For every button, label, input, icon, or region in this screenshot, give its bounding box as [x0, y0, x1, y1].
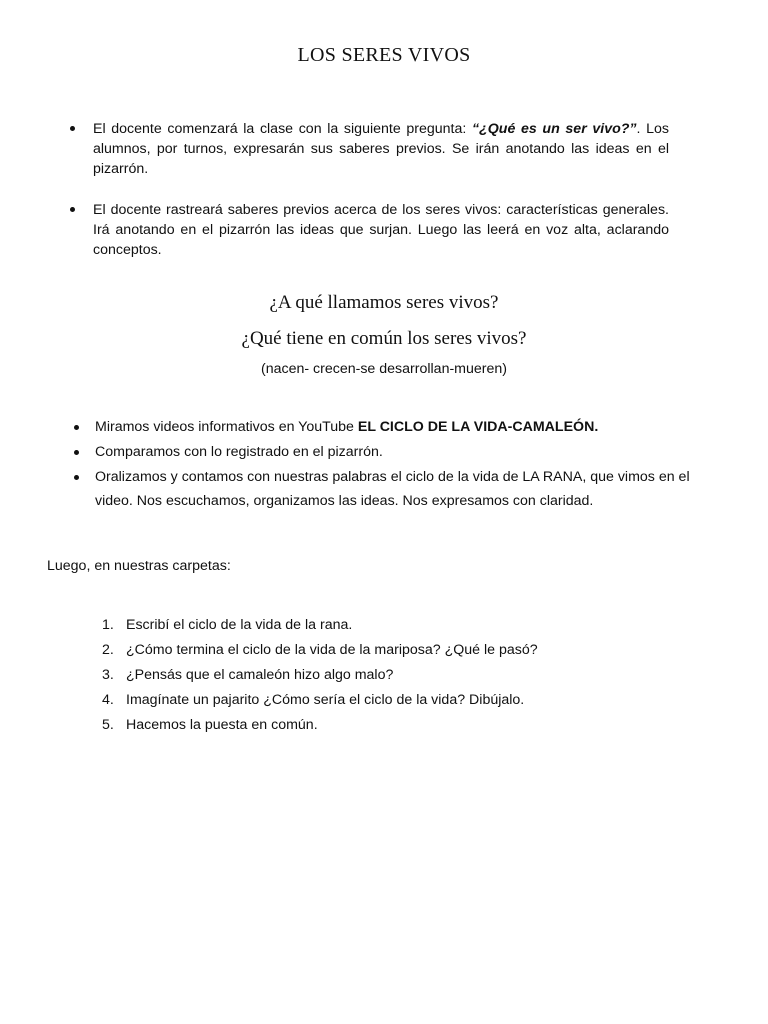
bullet-dot-icon: [70, 126, 75, 131]
question-heading-2: ¿Qué tiene en común los seres vivos?: [241, 328, 527, 349]
list-item-number: 1.: [102, 617, 114, 633]
list-item: [102, 613, 538, 638]
bullet-dot-icon: [70, 207, 75, 212]
section-intro-text: Luego, en nuestras carpetas:: [47, 558, 231, 574]
intro-bullet-1: [93, 119, 669, 179]
list-item: [102, 663, 538, 688]
intro-bullet-1-text-before: El docente comenzará la clase con la siguiente pregunta:: [93, 121, 472, 137]
life-stages-note: (nacen- crecen-se desarrollan-mueren): [260, 361, 508, 377]
intro-bullet-2: [93, 200, 669, 260]
list-item: [102, 638, 538, 663]
activity-bullet-3: [95, 465, 725, 513]
list-item-number: 3.: [102, 667, 114, 683]
list-item-text: Imagínate un pajarito ¿Cómo sería el ciclo de la vida? Dibújalo.: [126, 692, 525, 708]
bullet-dot-icon: [74, 475, 79, 480]
page-title: LOS SERES VIVOS: [297, 44, 471, 66]
activity-bullet-3-text: Oralizamos y contamos con nuestras palabras el ciclo de la vida de LA RANA, que vimos en el video. Nos escuchamos, organizamos las ideas. Nos expresamos con claridad.: [95, 469, 690, 509]
activity-bullet-2: [95, 440, 725, 464]
list-item-number: 4.: [102, 692, 114, 708]
list-item: [102, 713, 538, 738]
activity-bullet-list: [95, 415, 725, 514]
list-item-text: ¿Cómo termina el ciclo de la vida de la mariposa? ¿Qué le pasó?: [126, 642, 538, 658]
question-heading-1: ¿A qué llamamos seres vivos?: [269, 292, 499, 313]
list-item: [102, 688, 538, 713]
intro-bullet-2-text: El docente rastreará saberes previos acerca de los seres vivos: características generales. Irá anotando en el pizarrón las ideas que surjan. Luego las leerá en voz alta, aclarando conceptos.: [93, 202, 669, 258]
activity-bullet-1: [95, 415, 725, 439]
intro-bullet-list: [93, 119, 669, 281]
activity-bullet-2-text: Comparamos con lo registrado en el pizarrón.: [95, 444, 383, 460]
activity-bullet-1-text: Miramos videos informativos en YouTube: [95, 419, 358, 435]
bullet-dot-icon: [74, 425, 79, 430]
task-numbered-list: [102, 613, 538, 738]
video-title: EL CICLO DE LA VIDA-CAMALEÓN.: [357, 419, 599, 435]
list-item-number: 5.: [102, 717, 114, 733]
list-item-text: Hacemos la puesta en común.: [126, 717, 318, 733]
list-item-text: ¿Pensás que el camaleón hizo algo malo?: [126, 667, 394, 683]
list-item-text: Escribí el ciclo de la vida de la rana.: [126, 617, 353, 633]
intro-question: “¿Qué es un ser vivo?”: [471, 121, 637, 137]
list-item-number: 2.: [102, 642, 114, 658]
intro-bullet-1-text-after: . Los alumnos, por turnos, expresarán sus saberes previos. Se irán anotando las ideas en el pizarrón.: [93, 121, 669, 177]
bullet-dot-icon: [74, 450, 79, 455]
